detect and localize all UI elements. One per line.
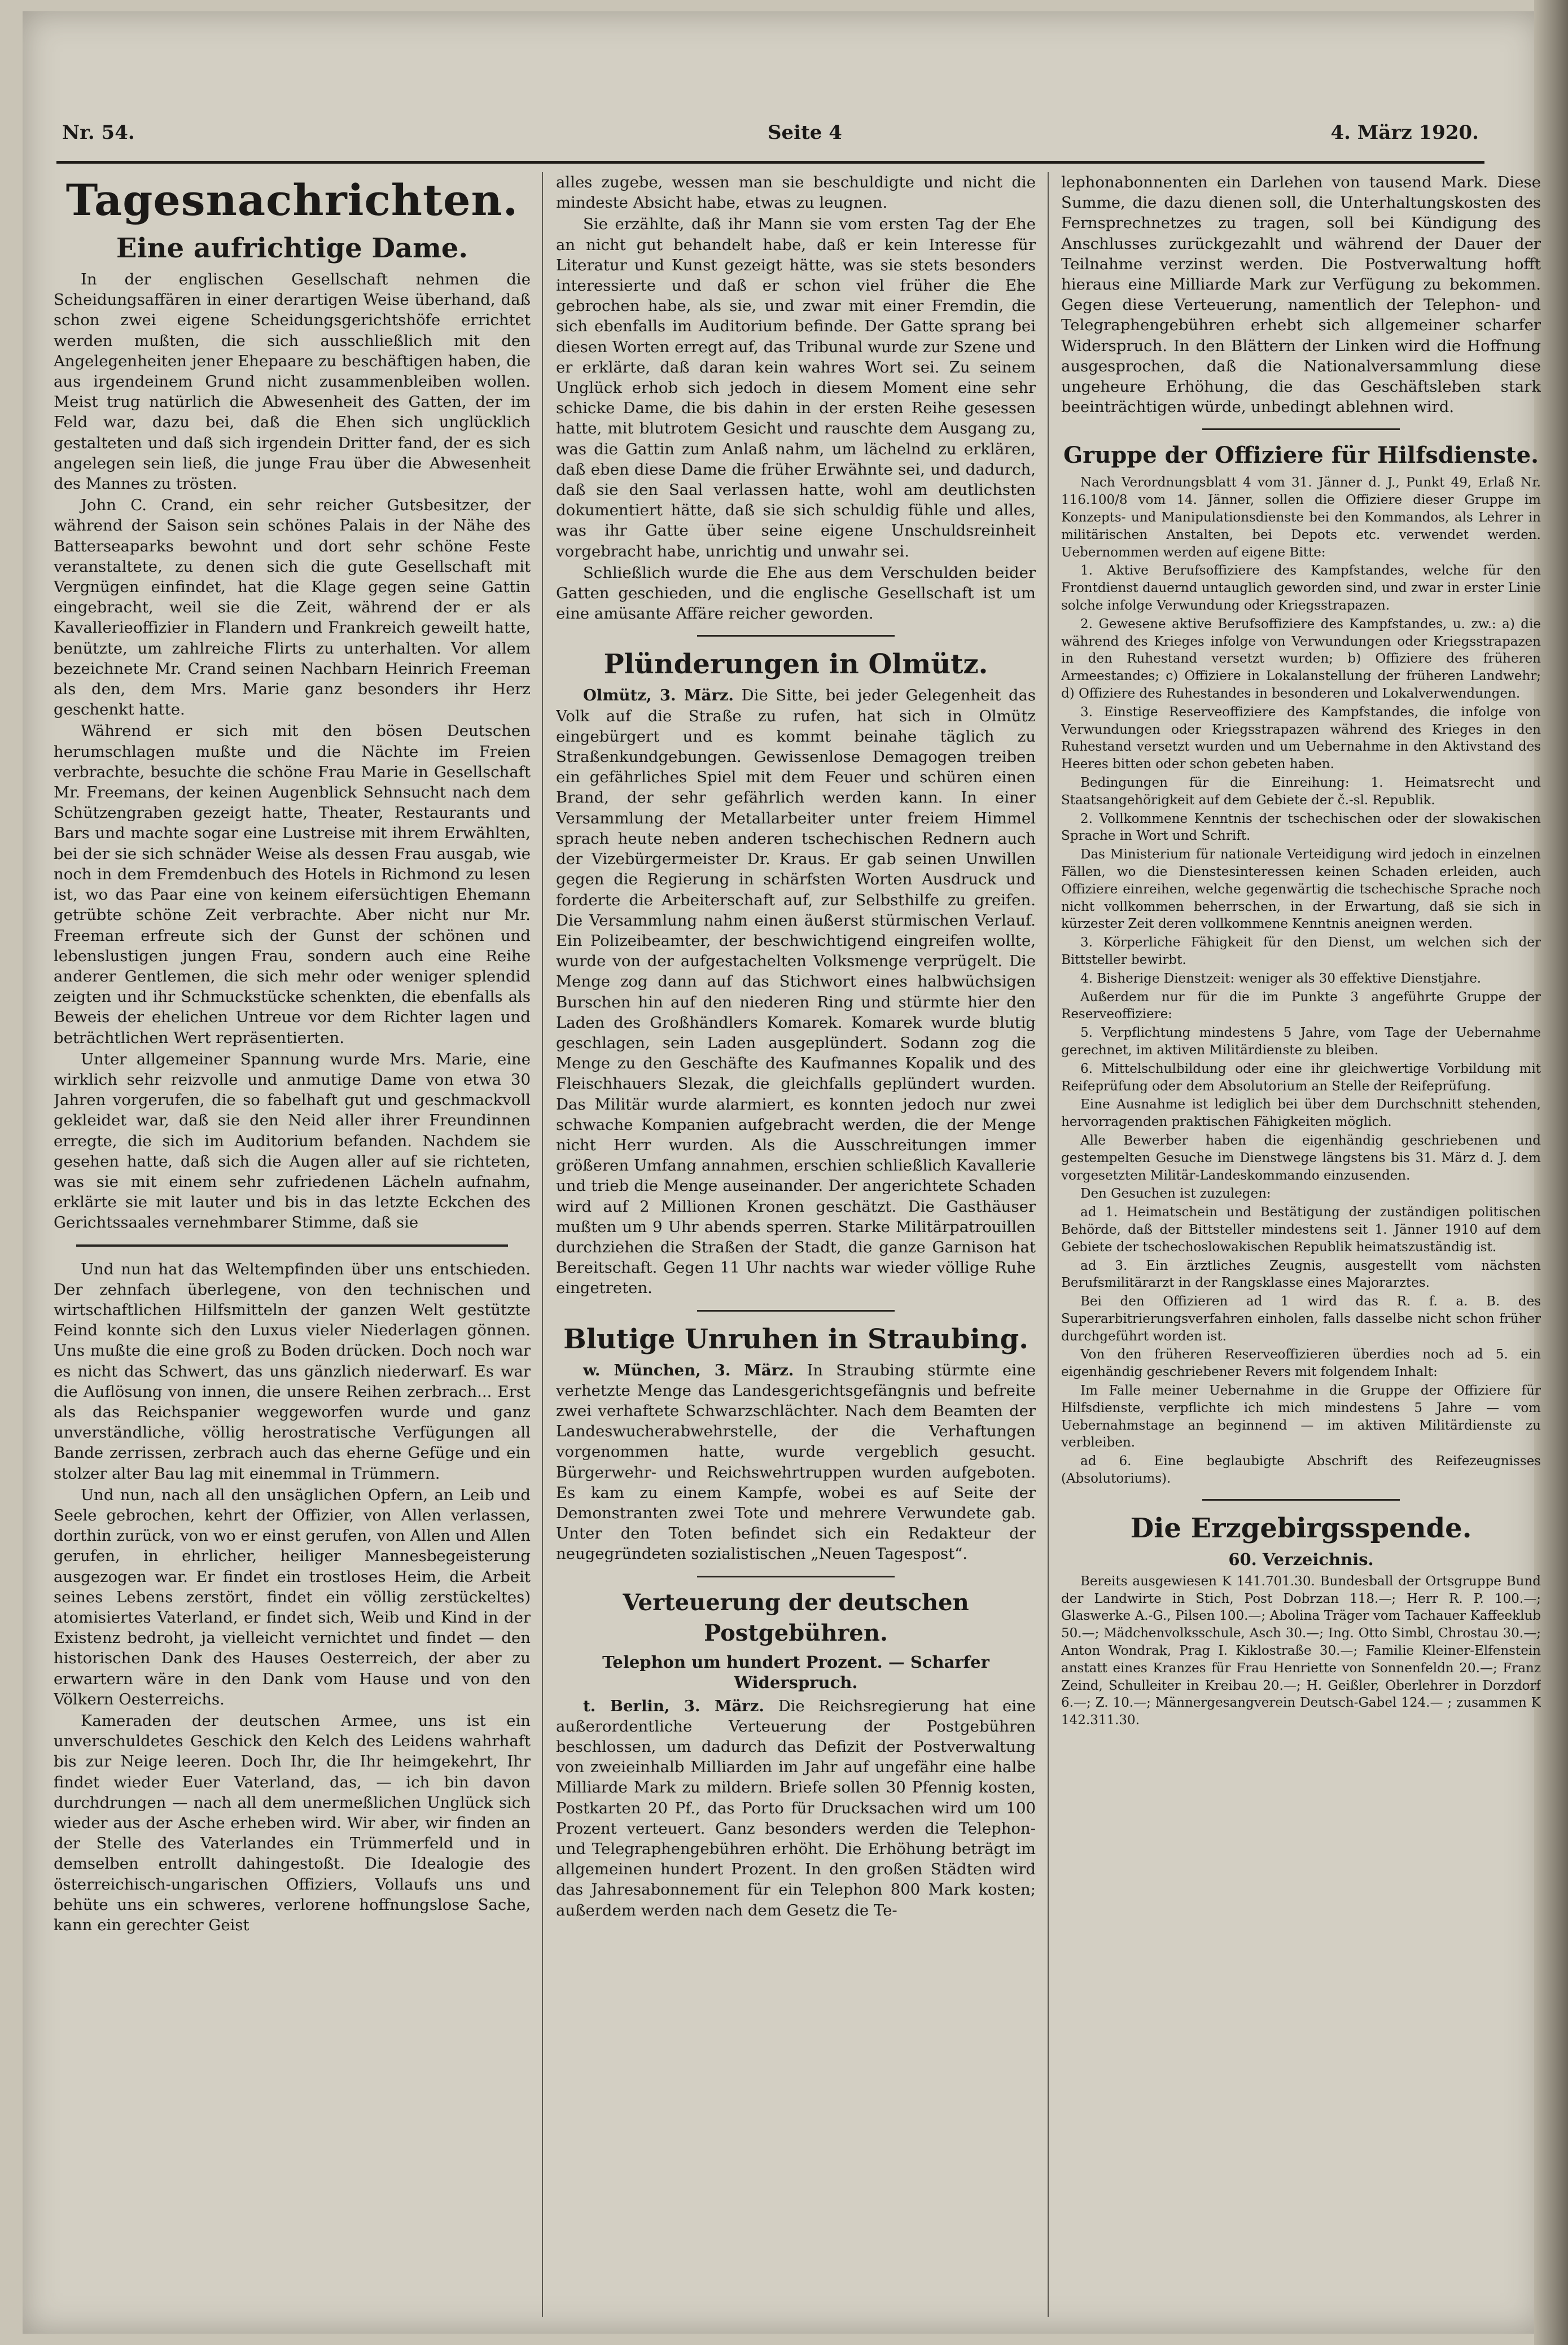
- article-paragraph: Sie erzählte, daß ihr Mann sie vom ersten Tag der Ehe an nicht gut behandelt habe, daß er kein Interesse für Literatur und Kunst gezeigt hätte, was sie stets besonders interessierte und daß er schon viel früher die Ehe gebrochen habe, als sie, und zwar mit einer Fremdin, die sich ebenfalls im Auditorium befinde. Der Gatte sprang bei diesen Worten erregt auf, das Tribunal wurde zur Szene und er erklärte, daß daran kein wahres Wort sei. Zu seinem Unglück erhob sich jedoch in diesem Moment eine sehr schicke Dame, die bis dahin in der ersten Reihe gesessen hatte, mit blutrotem Gesicht und rauschte dem Ausgang zu, was die Gattin zum Anlaß nahm, um lächelnd zu erklären, daß eben diese Dame die früher Erwähnte sei, und dadurch, daß sie den Saal verlassen hatte, wohl am deutlichsten dokumentiert hätte, daß sie sich schuldig fühle und alles, was ihr Gatte über seine eigene Unschuldsreinheit vorgebracht habe, unrichtig und unwahr sei.: [556, 215, 1036, 560]
- article-body: In Straubing stürmte eine verhetzte Menge das Landesgerichtsgefängnis und befreite zwei verhaftete Schwarzschlächter. Nach dem Beamten der Landeswucherabwehrstelle, der die Verhaftungen vorgenommen hatte, wurde vergeblich gesucht. Bürgerwehr- und Reichswehrtruppen wurden aufgeboten. Es kam zu einem Kampfe, wobei es auf Seite der Demonstranten zwei Tote und mehrere Verwundete gab. Unter den Toten befindet sich ein Redakteur der neugegründeten sozialistischen „Neuen Tagespost“.: [556, 1361, 1036, 1563]
- article-paragraph: Von den früheren Reserveoffizieren überdies noch ad 5. ein eigenhändig geschriebener Revers mit folgendem Inhalt:: [1061, 1347, 1541, 1380]
- article-paragraph: ad 1. Heimatschein und Bestätigung der zuständigen politischen Behörde, daß der Bittsteller mindestens seit 1. Jänner 1910 auf dem Gebiete der tschechoslowakischen Republik heimatszuständig ist.: [1061, 1205, 1541, 1255]
- article-paragraph: Bereits ausgewiesen K 141.701.30. Bundesball der Ortsgruppe Bund der Landwirte in Stich, Post Dobrzan 118.—; Herr R. P. 100.—; Glaswerke A.-G., Pilsen 100.—; Abolina Träger vom Tachauer Kaffeeklub 50.—; Mädchenvolksschule, Asch 30.—; Ing. Otto Simbl, Chrostau 30.—; Anton Wondrak, Prag I. Kiklostraße 30.—; Familie Kleiner-Elfenstein anstatt eines Kranzes für Frau Henriette von Sonnenfeldn 20.—; Franz Zeind, Schulleiter in Kreibau 20.—; H. Geißler, Oberlehrer in Dorzdorf 6.—; Z. 10.—; Männergesangverein Deutsch-Gabel 124.— ; zusammen K 142.311.30.: [1061, 1573, 1541, 1728]
- article-paragraph: [556, 1360, 1036, 1564]
- issue-number: Nr. 54.: [62, 121, 135, 144]
- article-paragraph: 6. Mittelschulbildung oder eine ihr gleichwertige Vorbildung mit Reifeprüfung oder dem Absolutorium an Stelle der Reifeprüfung.: [1061, 1061, 1541, 1094]
- article-paragraph: Den Gesuchen ist zuzulegen:: [1080, 1186, 1271, 1202]
- dateline: t. Berlin, 3. März.: [583, 1697, 764, 1715]
- article-paragraph: alles zugebe, wessen man sie beschuldigte und nicht die mindeste Absicht habe, etwas zu leugnen.: [556, 173, 1036, 212]
- dateline: w. München, 3. März.: [583, 1361, 794, 1379]
- article-paragraph: Im Falle meiner Uebernahme in die Gruppe der Offiziere für Hilfsdienste, verpflichte ich mich mindestens 5 Jahre — vom Uebernahmstage an beginnend — im aktiven Militärdienste zu verbleiben.: [1061, 1383, 1541, 1450]
- article-paragraph: Eine Ausnahme ist lediglich bei über dem Durchschnitt stehenden, hervorragenden praktischen Fähigkeiten möglich.: [1061, 1097, 1541, 1130]
- article-paragraph: 2. Gewesene aktive Berufsoffiziere des Kampfstandes, u. zw.: a) die während des Krieges infolge von Verwundungen oder Kriegsstrapazen in den Ruhestand versetzt wurden; b) Offiziere des früheren Armeestandes; c) Offiziere in Lokalanstellung der früheren Landwehr; d) Offiziere des Ruhestandes in besonderen und Lokalverwendungen.: [1061, 616, 1541, 701]
- article-paragraph: Nach Verordnungsblatt 4 vom 31. Jänner d. J., Punkt 49, Erlaß Nr. 116.100/8 vom 14. Jänner, sollen die Offiziere dieser Gruppe im Konzepts- und Manipulationsdienste bei den Kommandos, als Lehrer in militärischen Anstalten, bei Depots etc. verwendet werden. Uebernommen werden auf eigene Bitte:: [1061, 475, 1541, 560]
- article-paragraph: lephonabonnenten ein Darlehen von tausend Mark. Diese Summe, die dazu dienen soll, die Unterhaltungskosten des Fernsprechnetzes zu tragen, soll bei Kündigung des Anschlusses zurückgezahlt und während der Dauer der Teilnahme verzinst werden. Die Postverwaltung hofft hieraus eine Milliarde Mark zur Verfügung zu bekommen. Gegen diese Verteuerung, namentlich der Telephon- und Telegraphengebühren erhebt sich allgemeiner scharfer Widerspruch. In den Blättern der Linken wird die Hoffnung ausgesprochen, daß die Nationalversammlung diese ungeheure Erhöhung, die das Geschäftsleben stark beeinträchtigen würde, unbedingt ablehnen wird.: [1061, 173, 1541, 417]
- issue-date: 4. März 1920.: [1330, 121, 1479, 144]
- article-paragraph: Kameraden der deutschen Armee, uns ist ein unverschuldetes Geschick den Kelch des Leidens wahrhaft bis zur Neige leeren. Doch Ihr, die Ihr heimgekehrt, Ihr findet wieder Euer Vaterland, das, — ich bin davon durchdrungen — nach all dem unermeßlichen Unglück sich wieder aus der Asche erheben wird. Wir aber, wir finden an der Stelle des Vaterlandes ein Trümmerfeld und in demselben entrollt dahingestoßt. Die Idealogie des österreichisch-ungarischen Offiziers, Vollaufs uns und behüte uns ein schweres, verlorene hoffnungslose Sache, kann ein gerechter Geist: [54, 1712, 531, 1935]
- article-title: Gruppe der Offiziere für Hilfsdienste.: [1063, 442, 1539, 469]
- article-paragraph: In der englischen Gesellschaft nehmen die Scheidungsaffären in einer derartigen Weise überhand, daß schon zwei eigene Scheidungsgerichtshöfe errichtet werden mußten, die sich ausschließlich mit den Angelegenheiten jener Ehepaare zu beschäftigen haben, die aus irgendeinem Grund nicht zusammenbleiben wollen. Meist trug natürlich die Abwesenheit des Gatten, der im Feld war, dazu bei, daß die Ehen sich unglücklich gestalteten und daß sich irgendein Dritter fand, der es sich angelegen sein ließ, die junge Frau über die Abwesenheit des Mannes zu trösten.: [54, 270, 531, 493]
- article-paragraph: Schließlich wurde die Ehe aus dem Verschulden beider Gatten geschieden, und die englische Gesellschaft ist um eine amüsante Affäre reicher geworden.: [556, 563, 1036, 623]
- section-headline: Tagesnachrichten.: [65, 175, 519, 225]
- article-paragraph: Das Ministerium für nationale Verteidigung wird jedoch in einzelnen Fällen, wo die Dienstesinteressen keinen Schaden erleiden, auch Offiziere einreihen, welche gegenwärtig die tschechische Sprache noch nicht vollkommen beherrschen, in der Erwartung, daß sie sich in kürzester Zeit deren vollkommene Kenntnis aneignen werden.: [1061, 847, 1541, 932]
- column-2: [556, 172, 1036, 2305]
- article-paragraph: John C. Crand, ein sehr reicher Gutsbesitzer, der während der Saison sein schönes Palais in der Nähe des Batterseaparks bewohnt und dort sehr schöne Feste veranstaltete, zu denen sich die gute Gesellschaft mit Vergnügen einfindet, hat die Klage gegen seine Gattin eingebracht, weil sie die Zeit, während der er als Kavallerieoffizier in Flandern und Frankreich geweilt hatte, benützte, um zahlreiche Flirts zu unterhalten. Vor allem bezeichnete Mr. Crand seinen Nachbarn Heinrich Freeman als den, dem Mrs. Marie ganz besonders ihr Herz geschenkt hatte.: [54, 496, 531, 719]
- article-subtitle: Telephon um hundert Prozent. — Scharfer Widerspruch.: [602, 1652, 989, 1692]
- article-body: [1061, 474, 1541, 1487]
- article-paragraph: Während er sich mit den bösen Deutschen herumschlagen mußte und die Nächte im Freien verbrachte, besuchte die schöne Frau Marie in Gesellschaft Mr. Freemans, der keinen Augenblick Sehnsucht nach dem Schützengraben gezeigt hatte, Theater, Restaurants und Bars und machte sogar eine Lustreise mit ihrem Erwählten, bei der sie sich schnäder Weise als dessen Frau ausgab, wie noch in dem Fremdenbuch des Hotels in Richmond zu lesen ist, wo das Paar eine von keinem eifersüchtigen Ehemann getrübte schöne Zeit verbrachte. Aber nicht nur Mr. Freeman erfreute sich der Gunst der schönen und lebenslustigen jungen Frau, sondern auch eine Reihe anderer Gentlemen, die sich mehr oder weniger splendid zeigten und ihr Schmuckstücke schenkten, die ebenfalls als Beweis der ehelichen Untreue vor dem Richter lagen und beträchtlichen Wert repräsentierten.: [54, 722, 531, 1047]
- article-separator: [697, 1310, 895, 1312]
- article-title: Verteuerung der deutschen Postgebühren.: [623, 1589, 969, 1646]
- article-title: Blutige Unruhen in Straubing.: [563, 1323, 1028, 1355]
- article-title: Die Erzgebirgsspende.: [1130, 1512, 1472, 1544]
- column-divider: [542, 172, 543, 2317]
- masthead: [62, 121, 1479, 155]
- article-body: Die Reichsregierung hat eine außerordentliche Verteuerung der Postgebühren beschlossen, um dadurch das Defizit der Postverwaltung von zweieinhalb Milliarden im Jahr auf ungefähr eine halbe Milliarde Mark zu mildern. Briefe sollen 30 Pfennig kosten, Postkarten 20 Pf., das Porto für Drucksachen wird um 100 Prozent verteuert. Ganz besonders werden die Telephon- und Telegraphengebühren erhöht. Die Erhöhung beträgt im allgemeinen hundert Prozent. In den großen Städten wird das Jahresabonnement für ein Telephon 800 Mark kosten; außerdem werden nach dem Gesetz die Te-: [556, 1697, 1036, 1919]
- article-paragraph: Alle Bewerber haben die eigenhändig geschriebenen und gestempelten Gesuche im Dienstwege längstens bis 31. März d. J. dem vorgesetzten Militär-Landeskommando einzusenden.: [1061, 1133, 1541, 1183]
- dateline: Olmütz, 3. März.: [583, 686, 734, 705]
- article-paragraph: [556, 685, 1036, 1298]
- page-number: Seite 4: [768, 121, 842, 144]
- article-paragraph: 3. Einstige Reserveoffiziere des Kampfstandes, die infolge von Verwundungen oder Kriegsstrapazen während des Krieges in den Ruhestand versetzt wurden und um Uebernahme in den Aktivstand des Heeres bitten oder schon gebeten haben.: [1061, 704, 1541, 772]
- masthead-rule: [56, 161, 1484, 164]
- article-separator: [697, 635, 895, 637]
- article-subtitle: 60. Verzeichnis.: [1228, 1549, 1374, 1569]
- article-title: Plünderungen in Olmütz.: [603, 648, 988, 681]
- article-paragraph: 2. Vollkommene Kenntnis der tschechischen oder der slowakischen Sprache in Wort und Schrift.: [1061, 811, 1541, 844]
- article-paragraph: 1. Aktive Berufsoffiziere des Kampfstandes, welche für den Frontdienst dauernd untauglich geworden sind, und zwar in erster Linie solche infolge Verwundung oder Kriegsstrapazen.: [1061, 563, 1541, 613]
- article-paragraph: Und nun hat das Weltempfinden über uns entschieden. Der zehnfach überlegene, von den technischen und wirtschaftlichen Hilfsmitteln der ganzen Welt gestützte Feind konnte sich den Luxus vieler Niederlagen gönnen. Uns mußte die eine groß zu Boden drücken. Doch noch war es nicht das Schwert, das uns gänzlich niederwarf. Es war die Auflösung von innen, die unsere Reihen zerbrach... Erst als das Reichspanier weggeworfen wurde und ganz unverständliche, völlig herostratische Verfügungen all Bande zerrissen, zerbrach auch das eherne Gefüge und ein stolzer alter Bau lag mit einemmal in Trümmern.: [54, 1260, 531, 1483]
- article-separator: [76, 1244, 508, 1247]
- article-title: Eine aufrichtige Dame.: [116, 233, 468, 264]
- column-3: [1061, 172, 1541, 2305]
- article-separator: [1202, 428, 1400, 430]
- article-paragraph: [556, 1696, 1036, 1921]
- article-paragraph: Bei den Offizieren ad 1 wird das R. f. a. B. des Superarbitrierungsverfahren einholen, falls dasselbe nicht schon früher durchgeführt worden ist.: [1061, 1294, 1541, 1344]
- article-body: [1061, 1573, 1541, 1729]
- article-paragraph: Außerdem nur für die im Punkte 3 angeführte Gruppe der Reserveoffiziere:: [1061, 989, 1541, 1022]
- article-paragraph: Bedingungen für die Einreihung: 1. Heimatsrecht und Staatsangehörigkeit auf dem Gebiete der č.-sl. Republik.: [1061, 775, 1541, 808]
- column-1: [54, 172, 531, 2305]
- article-paragraph: 5. Verpflichtung mindestens 5 Jahre, vom Tage der Uebernahme gerechnet, im aktiven Militärdienste zu bleiben.: [1061, 1025, 1541, 1058]
- column-divider: [1048, 172, 1049, 2317]
- article-paragraph: 3. Körperliche Fähigkeit für den Dienst, um welchen sich der Bittsteller bewirbt.: [1061, 935, 1541, 967]
- article-paragraph: ad 6. Eine beglaubigte Abschrift des Reifezeugnisses (Absolutoriums).: [1061, 1454, 1541, 1487]
- article-separator: [1202, 1499, 1400, 1501]
- article-paragraph: 4. Bisherige Dienstzeit: weniger als 30 effektive Dienstjahre.: [1080, 971, 1482, 986]
- article-body: Die Sitte, bei jeder Gelegenheit das Volk auf die Straße zu rufen, hat sich in Olmütz eingebürgert und es kommt beinahe täglich zu Straßenkundgebungen. Gewissenlose Demagogen treiben ein gefährliches Spiel mit dem Feuer und schüren einen Brand, der sehr gefährlich werden kann. In einer Versammlung der Metallarbeiter unter freiem Himmel sprach heute neben anderen tschechischen Rednern auch der Vizebürgermeister Dr. Kraus. Er gab seinen Unwillen gegen die Regierung in schärfsten Worten Ausdruck und forderte die Arbeiterschaft auf, zur Selbsthilfe zu greifen. Die Versammlung nahm einen äußerst stürmischen Verlauf. Ein Polizeibeamter, der beschwichtigend eingreifen wollte, wurde von der aufgestachelten Volksmenge verprügelt. Die Menge zog dann auf das Stichwort eines halbwüchsigen Burschen hin auf den niederen Ring und stürmte hier den Laden des Großhändlers Komarek. Komarek wurde blutig geschlagen, sein Laden ausgeplündert. Sodann zog die Menge zu den Geschäfte des Kaufmannes Kopalik und des Fleischhauers Slezak, die gleichfalls geplündert wurden. Das Militär wurde alarmiert, es konnten jedoch nur zwei schwache Kompanien aufgebracht werden, die der Menge nicht Herr wurden. Als die Ausschreitungen immer größeren Umfang annahmen, erschien schließlich Kavallerie und trieb die Menge auseinander. Der angerichtete Schaden wird auf 2 Millionen Kronen geschätzt. Die Gasthäuser mußten um 9 Uhr abends sperren. Starke Militärpatrouillen durchziehen die Straßen der Stadt, die ganze Garnison hat Bereitschaft. Gegen 11 Uhr nachts war wieder völlige Ruhe eingetreten.: [556, 686, 1036, 1298]
- article-paragraph: ad 3. Ein ärztliches Zeugnis, ausgestellt vom nächsten Berufsmilitärarzt in der Rangsklasse eines Majorarztes.: [1061, 1258, 1541, 1291]
- article-paragraph: Und nun, nach all den unsäglichen Opfern, an Leib und Seele gebrochen, kehrt der Offizier, von Allen verlassen, dorthin zurück, von wo er einst gerufen, von Allen und Allen gerufen, in ehrlicher, heiliger Mannesbegeisterung ausgezogen war. Er findet ein trostloses Heim, die Arbeit seines Lebens zerstört, findet ein völlig zerstückeltes) atomisiertes Vaterland, er findet sich, Weib und Kind in der Existenz bedroht, ja vielleicht vernichtet und findet — den historischen Dank des Hauses Oesterreich, der aber zu erwartern wäre in den Dank vom Hause und von den Völkern Oesterreichs.: [54, 1485, 531, 1708]
- article-separator: [697, 1576, 895, 1577]
- article-paragraph: Unter allgemeiner Spannung wurde Mrs. Marie, eine wirklich sehr reizvolle und anmutige Dame von etwa 30 Jahren vorgerufen, die so fabelhaft gut und geschmackvoll gekleidet war, daß sie den Neid aller ihrer Freundinnen erregte, die sich im Auditorium befanden. Nachdem sie gesehen hatte, daß sich die Augen aller auf sie richteten, was sie mit einem sehr zufriedenen Lächeln aufnahm, erklärte sie mit lauter und bis in das letzte Eckchen des Gerichtssaales vernehmbarer Stimme, daß sie: [54, 1050, 531, 1232]
